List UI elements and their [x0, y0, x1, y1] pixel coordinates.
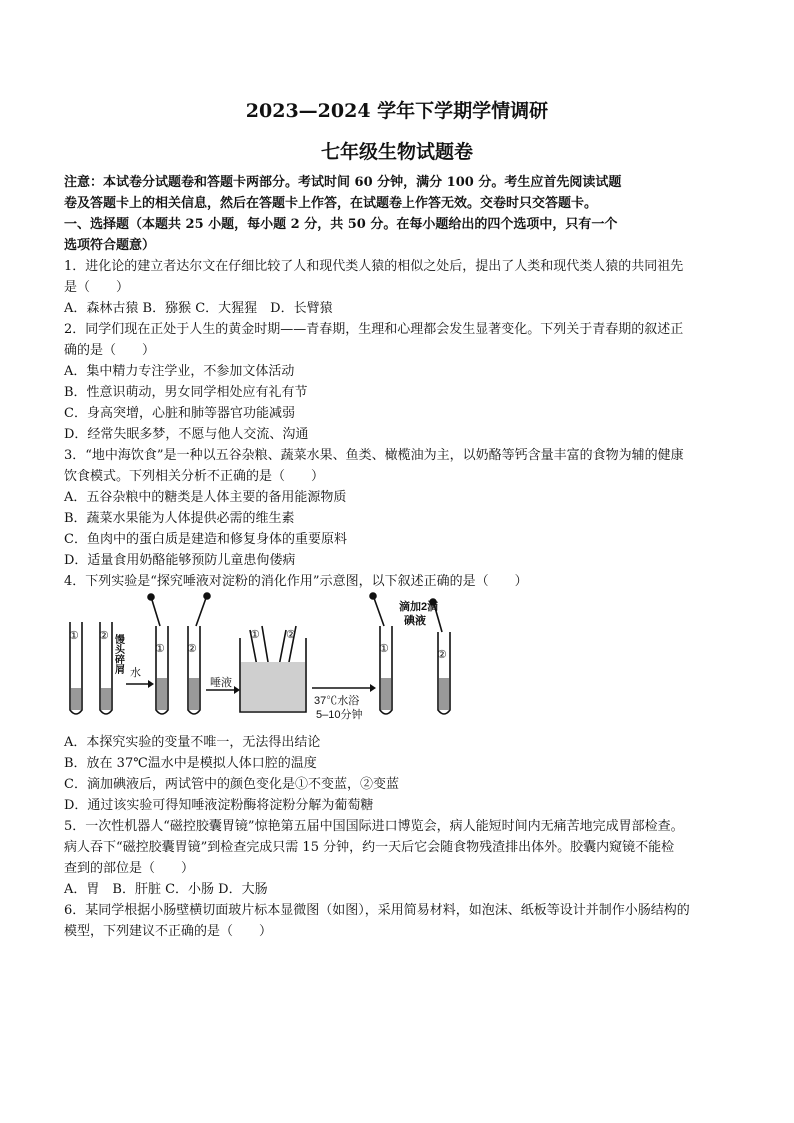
- question-5-stem: 病人吞下“磁控胶囊胃镜”到检查完成只需 15 分钟，约一天后它会随食物残渣排出体外。胶囊内窥镜不能检: [64, 840, 675, 855]
- section-heading: 一、选择题（本题共 25 小题，每小题 2 分，共 50 分。在每小题给出的四个选项中，只有一个: [64, 217, 618, 232]
- dropper-bulb: [370, 593, 376, 599]
- question-1-options: A．森林古猿 B．猕猴 C．大猩猩 D．长臂猿: [64, 301, 333, 316]
- question-5-options: A．胃 B．肝脏 C．小肠 D．大肠: [64, 882, 268, 897]
- dropper-2: [196, 598, 206, 626]
- question-3-option-b: B．蔬菜水果能为人体提供必需的维生素: [64, 511, 295, 526]
- question-2-option-c: C．身高突增，心脏和肺等器官功能减弱: [64, 406, 295, 421]
- section-heading: 选项符合题意）: [64, 238, 156, 253]
- arrow-head: [148, 680, 154, 688]
- question-4-option-d: D．通过该实验可得知唾液淀粉酶将淀粉分解为葡萄糖: [64, 798, 374, 813]
- exam-title: 2023—2024 学年下学期学情调研: [245, 100, 549, 122]
- question-2-stem: 确的是（ ）: [64, 343, 156, 358]
- experiment-diagram: [64, 592, 494, 724]
- bath-water: [241, 662, 305, 711]
- dropper-1: [152, 600, 160, 626]
- arrow-head: [234, 686, 240, 694]
- question-3-option-c: C．鱼肉中的蛋白质是建造和修复身体的重要原料: [64, 532, 347, 547]
- tube-label-2: ②: [437, 649, 447, 661]
- question-4-stem: 4．下列实验是“探究唾液对淀粉的消化作用”示意图，以下叙述正确的是（ ）: [64, 574, 528, 589]
- tube-2-contents: [101, 688, 111, 710]
- question-3-option-a: A．五谷杂粮中的糖类是人体主要的备用能源物质: [64, 490, 347, 505]
- water-label: 水: [130, 667, 141, 679]
- question-1-stem: 1．进化论的建立者达尔文在仔细比较了人和现代类人猿的相似之处后，提出了人类和现代类人猿的共同祖先: [64, 259, 684, 274]
- tube-label-1: ①: [379, 643, 389, 655]
- saliva-label: 唾液: [210, 677, 232, 689]
- arrow-head: [370, 684, 376, 692]
- tube-label-2: ②: [99, 630, 109, 642]
- experiment-figure: [64, 592, 494, 724]
- iodine-label: 滴加2滴: [399, 601, 439, 613]
- water-bath-time-label: 5–10分钟: [316, 709, 363, 721]
- notice-line: 注意：本试卷分试题卷和答题卡两部分。考试时间 60 分钟，满分 100 分。考生应首先阅读试题: [64, 175, 622, 190]
- question-2-stem: 2．同学们现在正处于人生的黄金时期——青春期，生理和心理都会发生显著变化。下列关于青春期的叙述正: [64, 322, 684, 337]
- question-5-stem: 5．一次性机器人“磁控胶囊胃镜”惊艳第五届中国国际进口博览会，病人能短时间内无痛苦地完成胃部检查。: [64, 819, 684, 834]
- questions-part2: [64, 732, 734, 942]
- tube-label-1: ①: [69, 630, 79, 642]
- tube-3-contents: [157, 678, 167, 710]
- tube-6-contents: [439, 678, 449, 710]
- dropper-bulb: [204, 593, 210, 599]
- question-3-stem: 饮食模式。下列相关分析不正确的是（ ）: [64, 469, 325, 484]
- question-3-option-d: D．适量食用奶酪能够预防儿童患佝偻病: [64, 553, 296, 568]
- question-4-option-b: B．放在 37℃温水中是模拟人体口腔的温度: [64, 756, 317, 771]
- notice: [64, 172, 734, 256]
- bread-crumbs-label: 馒头碎屑: [112, 634, 124, 674]
- tube-label-2: ②: [187, 643, 197, 655]
- question-5-stem: 查到的部位是（ ）: [64, 861, 195, 876]
- tube-label-1: ①: [250, 629, 260, 641]
- questions-part1: [64, 256, 734, 592]
- tube-4-contents: [189, 678, 199, 710]
- question-2-option-d: D．经常失眠多梦，不愿与他人交流、沟通: [64, 427, 309, 442]
- question-4-option-a: A．本探究实验的变量不唯一，无法得出结论: [64, 735, 321, 750]
- tube-label-2: ②: [286, 629, 296, 641]
- dropper-bulb: [148, 594, 154, 600]
- question-4-option-c: C．滴加碘液后，两试管中的颜色变化是①不变蓝，②变蓝: [64, 777, 399, 792]
- question-6-stem: 模型，下列建议不正确的是（ ）: [64, 924, 273, 939]
- tube-label-1: ①: [155, 643, 165, 655]
- exam-subtitle: 七年级生物试题卷: [320, 141, 473, 163]
- tube-1-contents: [71, 688, 81, 710]
- question-2-option-a: A．集中精力专注学业，不参加文体活动: [64, 364, 295, 379]
- question-3-stem: 3．“地中海饮食”是一种以五谷杂粮、蔬菜水果、鱼类、橄榄油为主，以奶酪等钙含量丰富的食物为辅的健康: [64, 448, 684, 463]
- question-1-stem: 是（ ）: [64, 280, 130, 295]
- question-6-stem: 6．某同学根据小肠壁横切面玻片标本显微图（如图），采用简易材料，如泡沫、纸板等设计并制作小肠结构的: [64, 903, 690, 918]
- water-bath-label: 37℃水浴: [314, 695, 360, 707]
- tube-5-contents: [381, 678, 391, 710]
- notice-line: 卷及答题卡上的相关信息，然后在答题卡上作答，在试题卷上作答无效。交卷时只交答题卡。: [64, 196, 598, 211]
- iodine-label: 碘液: [404, 615, 426, 627]
- question-2-option-b: B．性意识萌动，男女同学相处应有礼有节: [64, 385, 308, 400]
- dropper-3: [374, 598, 384, 626]
